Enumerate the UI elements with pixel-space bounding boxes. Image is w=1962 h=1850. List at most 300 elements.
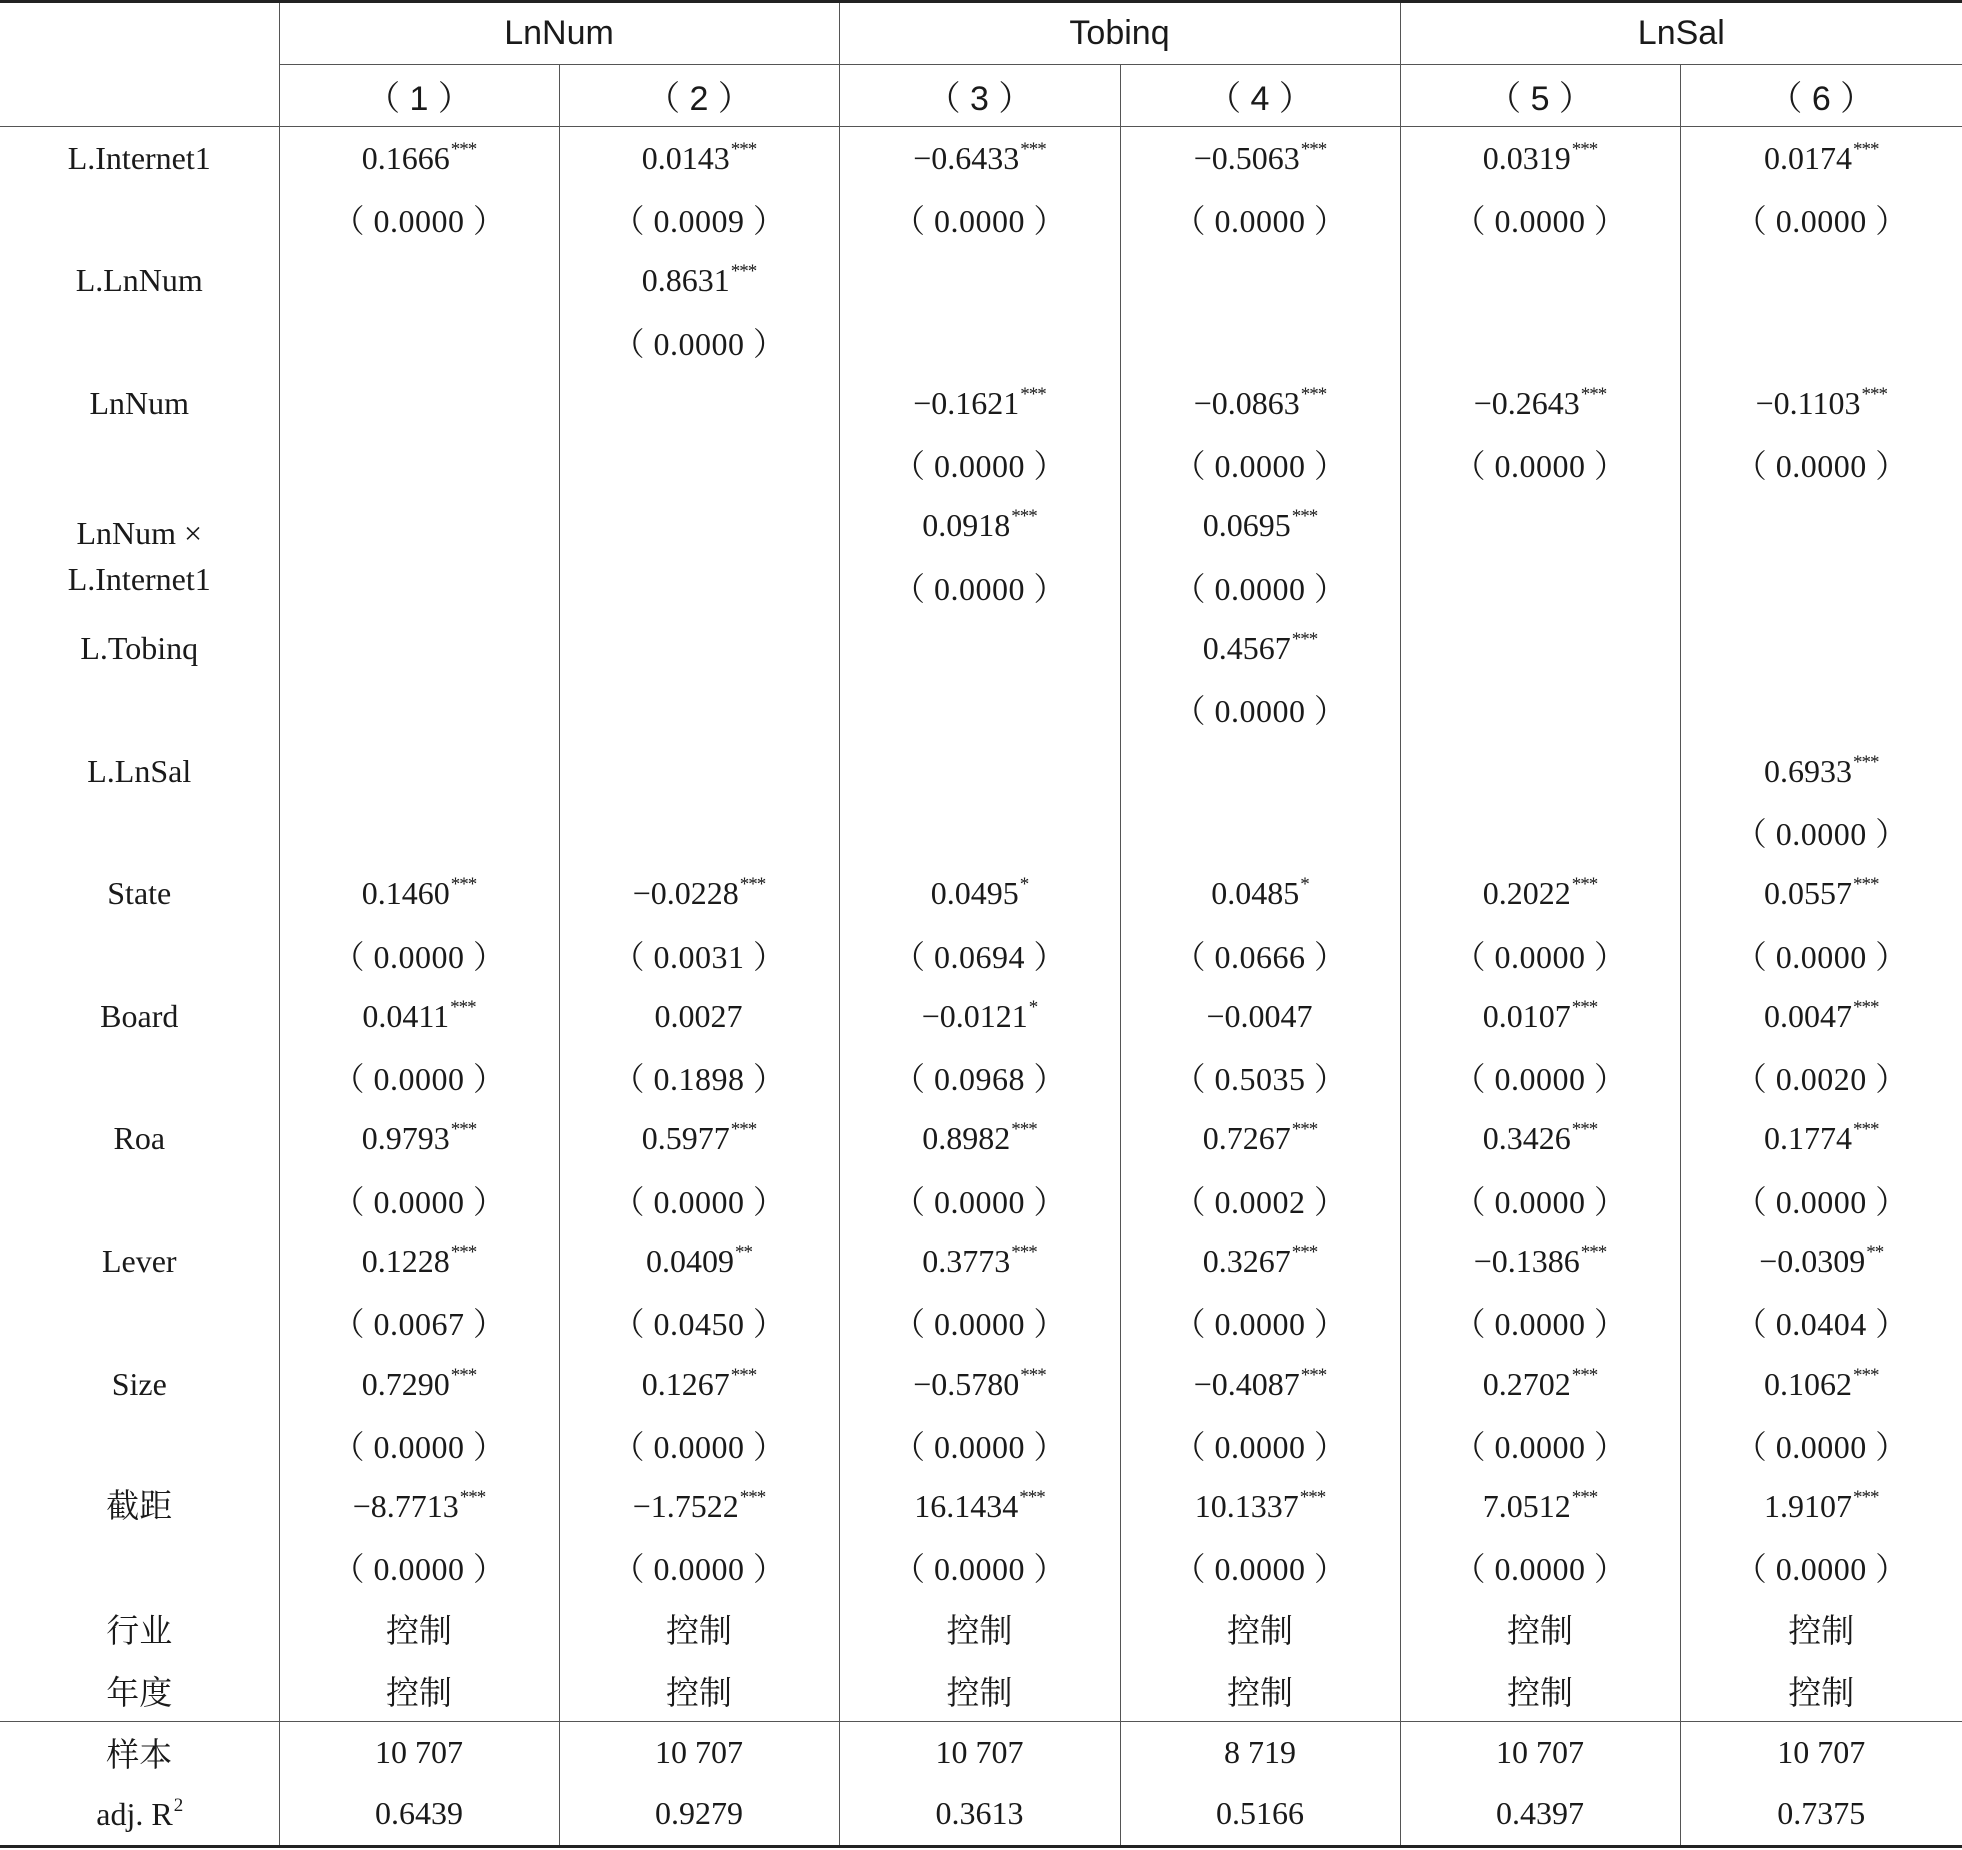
stat-cell: 0.3613 xyxy=(839,1783,1120,1846)
pvalue-cell xyxy=(1120,311,1400,372)
coefficient-cell xyxy=(1680,863,1962,924)
variable-label xyxy=(0,863,279,924)
significance-stars: * xyxy=(1300,874,1309,896)
coefficient-cell xyxy=(839,495,1120,556)
significance-stars: *** xyxy=(1571,1487,1598,1509)
significance-stars: ** xyxy=(1866,1241,1884,1263)
coefficient-cell xyxy=(1680,985,1962,1046)
coefficient-value: −0.1621 xyxy=(913,384,1020,421)
control-row xyxy=(0,1659,1962,1721)
pvalue-cell: （ 0.0000 ） xyxy=(1680,1537,1962,1598)
pvalue-cell: （ 0.0000 ） xyxy=(839,556,1120,617)
control-row xyxy=(0,1598,1962,1659)
pvalue-cell xyxy=(559,801,839,862)
pvalue-cell: （ 0.0000 ） xyxy=(279,924,559,985)
coefficient-value: −0.0309 xyxy=(1759,1242,1866,1279)
pvalue-cell: （ 0.0000 ） xyxy=(1400,188,1680,249)
significance-stars: *** xyxy=(730,138,757,160)
coefficient-cell xyxy=(1120,1353,1400,1414)
pvalue-cell xyxy=(839,311,1120,372)
significance-stars: *** xyxy=(1853,1487,1879,1509)
variable-label xyxy=(0,1476,279,1537)
variable-label-text: Board xyxy=(100,997,179,1034)
variable-label-text: State xyxy=(107,875,172,912)
pvalue-cell: （ 0.0000 ） xyxy=(839,1292,1120,1353)
control-cell: 控制 xyxy=(1120,1659,1400,1721)
coefficient-cell xyxy=(279,1353,559,1414)
pvalue-cell: （ 0.0000 ） xyxy=(839,1414,1120,1475)
coefficient-value: −0.0228 xyxy=(632,875,739,912)
control-cell: 控制 xyxy=(1120,1598,1400,1659)
pvalue-cell xyxy=(1400,679,1680,740)
coefficient-value: −0.0863 xyxy=(1193,384,1300,421)
empty-label-cell xyxy=(0,433,279,494)
coefficient-value: 0.6933 xyxy=(1764,752,1853,789)
table-row-pvalue xyxy=(0,1046,1962,1107)
table-row-pvalue xyxy=(0,1414,1962,1475)
variable-label xyxy=(0,1353,279,1414)
coefficient-cell xyxy=(559,1108,839,1169)
coefficient-cell xyxy=(279,740,559,801)
control-cell: 控制 xyxy=(559,1659,839,1721)
significance-stars: *** xyxy=(1299,1487,1326,1509)
coefficient-value: 0.0027 xyxy=(654,997,743,1034)
control-cell: 控制 xyxy=(839,1659,1120,1721)
column-number-6: （ 6 ） xyxy=(1680,65,1962,127)
pvalue-cell: （ 0.0000 ） xyxy=(1400,1292,1680,1353)
coefficient-value: −0.5780 xyxy=(913,1365,1020,1402)
significance-stars: *** xyxy=(739,1487,766,1509)
table-row-pvalue xyxy=(0,188,1962,249)
control-label: 年度 xyxy=(106,1672,173,1712)
stat-row xyxy=(0,1721,1962,1783)
pvalue-cell xyxy=(839,679,1120,740)
pvalue-cell: （ 0.0000 ） xyxy=(1120,679,1400,740)
coefficient-value: 7.0512 xyxy=(1482,1488,1571,1525)
control-cell: 控制 xyxy=(1680,1659,1962,1721)
significance-stars: *** xyxy=(450,138,477,160)
group-header-tobinq: Tobinq xyxy=(839,2,1400,65)
significance-stars: *** xyxy=(450,996,476,1018)
significance-stars: *** xyxy=(1853,874,1879,896)
coefficient-value: 0.8631 xyxy=(641,262,730,299)
stat-label xyxy=(0,1783,279,1846)
coefficient-value: 0.4567 xyxy=(1202,630,1291,667)
significance-stars: *** xyxy=(450,1364,477,1386)
coefficient-value: 0.1774 xyxy=(1764,1120,1853,1157)
coefficient-cell xyxy=(839,617,1120,678)
column-number-1: （ 1 ） xyxy=(279,65,559,127)
coefficient-value: 10.1337 xyxy=(1194,1488,1299,1525)
pvalue-cell: （ 0.0000 ） xyxy=(559,311,839,372)
empty-label-cell xyxy=(0,188,279,249)
pvalue-cell: （ 0.0000 ） xyxy=(279,1537,559,1598)
coefficient-value: −8.7713 xyxy=(352,1488,459,1525)
pvalue-cell: （ 0.0666 ） xyxy=(1120,924,1400,985)
pvalue-cell: （ 0.0000 ） xyxy=(559,1537,839,1598)
stat-cell: 0.7375 xyxy=(1680,1783,1962,1846)
coefficient-cell xyxy=(839,127,1120,189)
pvalue-cell xyxy=(559,433,839,494)
coefficient-value: 0.3773 xyxy=(922,1242,1011,1279)
table-row xyxy=(0,495,1962,556)
significance-stars: *** xyxy=(1300,383,1327,405)
coefficient-cell xyxy=(1400,863,1680,924)
stat-cell: 10 707 xyxy=(1680,1721,1962,1783)
significance-stars: ** xyxy=(735,1241,752,1263)
significance-stars: *** xyxy=(1291,629,1318,651)
pvalue-cell: （ 0.0000 ） xyxy=(1400,433,1680,494)
pvalue-cell: （ 0.0000 ） xyxy=(1680,801,1962,862)
pvalue-cell: （ 0.0000 ） xyxy=(279,1046,559,1107)
coefficient-value: 16.1434 xyxy=(914,1488,1019,1525)
significance-stars: * xyxy=(1019,874,1029,896)
variable-label-text: L.Internet1 xyxy=(67,139,211,176)
coefficient-value: 0.0918 xyxy=(922,507,1011,544)
coefficient-value: 1.9107 xyxy=(1764,1488,1853,1525)
coefficient-value: 0.9793 xyxy=(361,1120,450,1157)
column-number-4: （ 4 ） xyxy=(1120,65,1400,127)
coefficient-cell xyxy=(559,495,839,556)
empty-label-cell xyxy=(0,679,279,740)
pvalue-cell: （ 0.0000 ） xyxy=(1400,1169,1680,1230)
significance-stars: *** xyxy=(1571,1364,1598,1386)
coefficient-value: −1.7522 xyxy=(632,1488,739,1525)
coefficient-value: 0.0047 xyxy=(1764,997,1853,1034)
pvalue-cell: （ 0.0000 ） xyxy=(1120,433,1400,494)
control-label: 行业 xyxy=(106,1611,173,1651)
variable-label-text: Size xyxy=(111,1365,167,1402)
group-header-lnnum: LnNum xyxy=(279,2,839,65)
coefficient-cell xyxy=(559,1353,839,1414)
empty-label-cell xyxy=(0,1537,279,1598)
pvalue-cell: （ 0.0000 ） xyxy=(1400,1537,1680,1598)
pvalue-cell: （ 0.0000 ） xyxy=(279,1414,559,1475)
coefficient-cell xyxy=(559,127,839,189)
variable-label-text-line2: L.Internet1 xyxy=(67,561,211,598)
empty-label-cell xyxy=(0,1292,279,1353)
coefficient-cell xyxy=(1120,740,1400,801)
pvalue-cell: （ 0.0000 ） xyxy=(1120,1414,1400,1475)
pvalue-cell xyxy=(279,801,559,862)
coefficient-value: −0.4087 xyxy=(1193,1365,1300,1402)
coefficient-value: 0.3426 xyxy=(1482,1120,1571,1157)
stat-cell: 10 707 xyxy=(839,1721,1120,1783)
significance-stars: *** xyxy=(459,1487,486,1509)
table-row xyxy=(0,740,1962,801)
coefficient-value: 0.8982 xyxy=(922,1120,1011,1157)
coefficient-cell xyxy=(279,1108,559,1169)
variable-label xyxy=(0,985,279,1046)
variable-label xyxy=(0,1230,279,1291)
stat-cell: 10 707 xyxy=(1400,1721,1680,1783)
table-row-pvalue xyxy=(0,679,1962,740)
stat-label-text: adj. R xyxy=(96,1795,173,1832)
table-row-pvalue xyxy=(0,556,1962,617)
significance-stars: *** xyxy=(450,874,477,896)
pvalue-cell xyxy=(279,556,559,617)
column-number-5: （ 5 ） xyxy=(1400,65,1680,127)
stat-cell: 0.9279 xyxy=(559,1783,839,1846)
header-number-row xyxy=(0,65,1962,127)
group-header-lnsal: LnSal xyxy=(1400,2,1962,65)
variable-label-text: L.LnNum xyxy=(75,262,203,299)
table-row-pvalue xyxy=(0,1169,1962,1230)
variable-label-text: LnNum × xyxy=(76,515,203,552)
table-row xyxy=(0,863,1962,924)
coefficient-cell xyxy=(1400,1230,1680,1291)
pvalue-cell: （ 0.0450 ） xyxy=(559,1292,839,1353)
significance-stars: *** xyxy=(1853,1364,1879,1386)
significance-stars: *** xyxy=(1861,383,1887,405)
pvalue-cell xyxy=(559,556,839,617)
pvalue-cell: （ 0.0000 ） xyxy=(1680,433,1962,494)
coefficient-cell xyxy=(1680,372,1962,433)
coefficient-cell xyxy=(1680,250,1962,311)
stat-cell: 10 707 xyxy=(279,1721,559,1783)
significance-stars: *** xyxy=(1571,874,1598,896)
variable-label xyxy=(0,740,279,801)
significance-stars: *** xyxy=(1291,1241,1318,1263)
pvalue-cell: （ 0.5035 ） xyxy=(1120,1046,1400,1107)
pvalue-cell: （ 0.0000 ） xyxy=(559,1414,839,1475)
control-cell: 控制 xyxy=(279,1598,559,1659)
table-row xyxy=(0,1353,1962,1414)
significance-stars: *** xyxy=(739,874,766,896)
variable-label xyxy=(0,617,279,678)
significance-stars: *** xyxy=(1300,138,1327,160)
pvalue-cell xyxy=(279,679,559,740)
stat-cell: 0.5166 xyxy=(1120,1783,1400,1846)
pvalue-cell: （ 0.0067 ） xyxy=(279,1292,559,1353)
coefficient-value: 0.0495 xyxy=(930,875,1019,912)
pvalue-cell: （ 0.0009 ） xyxy=(559,188,839,249)
coefficient-cell xyxy=(1400,1476,1680,1537)
coefficient-value: 0.1228 xyxy=(361,1242,450,1279)
coefficient-cell xyxy=(1120,985,1400,1046)
pvalue-cell: （ 0.0000 ） xyxy=(1400,1046,1680,1107)
pvalue-cell: （ 0.0000 ） xyxy=(839,188,1120,249)
coefficient-cell xyxy=(1680,127,1962,189)
significance-stars: *** xyxy=(1020,138,1046,160)
coefficient-cell xyxy=(1400,495,1680,556)
pvalue-cell: （ 0.0000 ） xyxy=(1400,1414,1680,1475)
coefficient-cell xyxy=(279,863,559,924)
coefficient-cell xyxy=(1680,1353,1962,1414)
significance-stars: *** xyxy=(1291,1119,1318,1141)
significance-stars: *** xyxy=(450,1241,477,1263)
coefficient-cell xyxy=(1400,372,1680,433)
pvalue-cell xyxy=(279,311,559,372)
coefficient-value: 0.0174 xyxy=(1764,139,1853,176)
coefficient-value: −0.1386 xyxy=(1473,1242,1580,1279)
coefficient-value: 0.0557 xyxy=(1764,875,1853,912)
stat-label-superscript: 2 xyxy=(173,1794,183,1816)
table-row-pvalue xyxy=(0,1292,1962,1353)
coefficient-cell xyxy=(1680,495,1962,556)
significance-stars: *** xyxy=(1571,1119,1598,1141)
table-row xyxy=(0,250,1962,311)
coefficient-cell xyxy=(1680,740,1962,801)
coefficient-cell xyxy=(1120,127,1400,189)
significance-stars: *** xyxy=(1011,1241,1037,1263)
coefficient-value: −0.2643 xyxy=(1473,384,1580,421)
table-row-pvalue xyxy=(0,433,1962,494)
coefficient-value: −0.1103 xyxy=(1755,384,1861,421)
pvalue-cell xyxy=(1680,556,1962,617)
variable-label xyxy=(0,1108,279,1169)
pvalue-cell: （ 0.0000 ） xyxy=(839,1537,1120,1598)
coefficient-cell xyxy=(839,1230,1120,1291)
coefficient-cell xyxy=(279,250,559,311)
pvalue-cell: （ 0.0000 ） xyxy=(1120,1292,1400,1353)
coefficient-cell xyxy=(559,985,839,1046)
coefficient-cell xyxy=(1120,1230,1400,1291)
coefficient-value: 0.1062 xyxy=(1764,1365,1853,1402)
variable-label-text: Lever xyxy=(101,1242,177,1279)
pvalue-cell xyxy=(1400,311,1680,372)
coefficient-cell xyxy=(839,372,1120,433)
empty-label-cell xyxy=(0,1414,279,1475)
variable-label-text: L.Tobinq xyxy=(80,630,199,667)
significance-stars: *** xyxy=(730,1364,757,1386)
coefficient-value: −0.0121 xyxy=(921,997,1028,1034)
coefficient-cell xyxy=(839,985,1120,1046)
pvalue-cell: （ 0.0000 ） xyxy=(1120,1537,1400,1598)
coefficient-value: 0.0319 xyxy=(1482,139,1571,176)
pvalue-cell: （ 0.0000 ） xyxy=(1120,188,1400,249)
pvalue-cell xyxy=(839,801,1120,862)
coefficient-cell xyxy=(279,617,559,678)
coefficient-cell xyxy=(839,863,1120,924)
coefficient-value: 0.7267 xyxy=(1202,1120,1291,1157)
coefficient-cell xyxy=(1400,1108,1680,1169)
coefficient-cell xyxy=(839,250,1120,311)
coefficient-cell xyxy=(1120,617,1400,678)
pvalue-cell xyxy=(1400,556,1680,617)
significance-stars: * xyxy=(1028,996,1038,1018)
significance-stars: *** xyxy=(1011,506,1037,528)
significance-stars: *** xyxy=(1571,996,1598,1018)
control-cell: 控制 xyxy=(1680,1598,1962,1659)
coefficient-value: 0.0695 xyxy=(1202,507,1291,544)
coefficient-cell xyxy=(559,863,839,924)
significance-stars: *** xyxy=(1291,506,1318,528)
variable-label-text: LnNum xyxy=(89,384,190,421)
coefficient-value: 0.0411 xyxy=(362,997,450,1034)
coefficient-cell xyxy=(279,372,559,433)
coefficient-cell xyxy=(1120,1108,1400,1169)
table-row xyxy=(0,1108,1962,1169)
empty-label-cell xyxy=(0,311,279,372)
pvalue-cell: （ 0.0020 ） xyxy=(1680,1046,1962,1107)
coefficient-cell xyxy=(1400,1353,1680,1414)
coefficient-value: 0.1460 xyxy=(361,875,450,912)
coefficient-cell xyxy=(279,495,559,556)
coefficient-cell xyxy=(279,1230,559,1291)
pvalue-cell xyxy=(1120,801,1400,862)
significance-stars: *** xyxy=(1853,1119,1879,1141)
coefficient-value: 0.0107 xyxy=(1482,997,1571,1034)
pvalue-cell xyxy=(279,433,559,494)
pvalue-cell: （ 0.0694 ） xyxy=(839,924,1120,985)
coefficient-cell xyxy=(1680,1108,1962,1169)
coefficient-cell xyxy=(1120,495,1400,556)
pvalue-cell: （ 0.1898 ） xyxy=(559,1046,839,1107)
table-row-pvalue xyxy=(0,801,1962,862)
significance-stars: *** xyxy=(1853,996,1879,1018)
coefficient-cell xyxy=(1680,1476,1962,1537)
coefficient-value: 0.1267 xyxy=(641,1365,730,1402)
pvalue-cell xyxy=(559,679,839,740)
pvalue-cell: （ 0.0000 ） xyxy=(1400,924,1680,985)
coefficient-cell xyxy=(839,740,1120,801)
empty-label-cell xyxy=(0,924,279,985)
pvalue-cell: （ 0.0000 ） xyxy=(1120,556,1400,617)
coefficient-cell xyxy=(1400,740,1680,801)
coefficient-cell xyxy=(839,1353,1120,1414)
pvalue-cell: （ 0.0000 ） xyxy=(1680,924,1962,985)
coefficient-value: 0.5977 xyxy=(641,1120,730,1157)
pvalue-cell: （ 0.0000 ） xyxy=(1680,188,1962,249)
pvalue-cell xyxy=(1680,311,1962,372)
significance-stars: *** xyxy=(730,1119,757,1141)
empty-label-cell xyxy=(0,1046,279,1107)
stat-cell: 10 707 xyxy=(559,1721,839,1783)
coefficient-cell xyxy=(1120,1476,1400,1537)
variable-label-text: L.LnSal xyxy=(87,752,192,789)
coefficient-value: 0.3267 xyxy=(1202,1242,1291,1279)
coefficient-value: 0.2022 xyxy=(1482,875,1571,912)
variable-label-text: Roa xyxy=(113,1120,166,1157)
coefficient-cell xyxy=(559,1476,839,1537)
header-corner xyxy=(0,2,279,65)
coefficient-cell xyxy=(1680,1230,1962,1291)
control-cell: 控制 xyxy=(1400,1659,1680,1721)
coefficient-value: −0.0047 xyxy=(1206,997,1313,1034)
coefficient-cell xyxy=(279,985,559,1046)
pvalue-cell xyxy=(1680,679,1962,740)
coefficient-cell xyxy=(559,250,839,311)
significance-stars: *** xyxy=(730,261,757,283)
pvalue-cell: （ 0.0968 ） xyxy=(839,1046,1120,1107)
table-row-pvalue xyxy=(0,311,1962,372)
stat-cell: 0.4397 xyxy=(1400,1783,1680,1846)
pvalue-cell: （ 0.0000 ） xyxy=(279,188,559,249)
pvalue-cell: （ 0.0000 ） xyxy=(839,433,1120,494)
table-row xyxy=(0,985,1962,1046)
coefficient-value: 0.7290 xyxy=(361,1365,450,1402)
empty-label-cell xyxy=(0,1169,279,1230)
pvalue-cell: （ 0.0000 ） xyxy=(1680,1169,1962,1230)
column-number-2: （ 2 ） xyxy=(559,65,839,127)
coefficient-cell xyxy=(1680,617,1962,678)
coefficient-cell xyxy=(839,1108,1120,1169)
coefficient-value: −0.6433 xyxy=(913,139,1020,176)
table-row xyxy=(0,372,1962,433)
table-row xyxy=(0,1476,1962,1537)
variable-label-text: 截距 xyxy=(106,1486,173,1526)
stat-row xyxy=(0,1783,1962,1846)
pvalue-cell: （ 0.0000 ） xyxy=(559,1169,839,1230)
coefficient-cell xyxy=(559,1230,839,1291)
pvalue-cell: （ 0.0000 ） xyxy=(1680,1414,1962,1475)
pvalue-cell: （ 0.0002 ） xyxy=(1120,1169,1400,1230)
coefficient-value: 0.1666 xyxy=(361,139,450,176)
coefficient-cell xyxy=(1400,985,1680,1046)
significance-stars: *** xyxy=(1011,1119,1037,1141)
table-row xyxy=(0,127,1962,189)
